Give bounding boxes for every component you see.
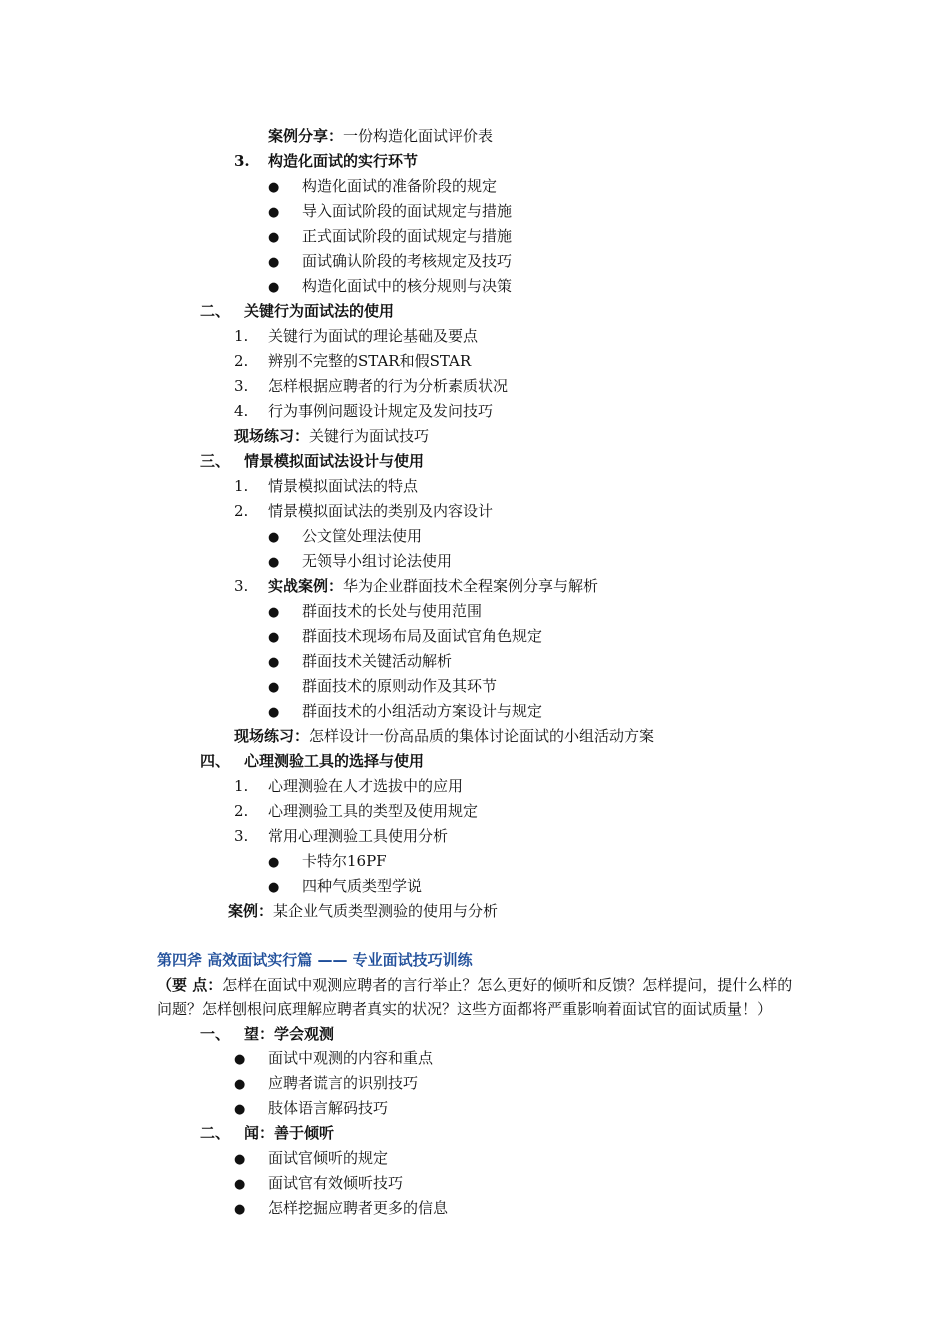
practice-2-line [234,726,654,746]
bullet-item [268,851,387,873]
bullet-icon: ● [268,655,280,670]
item-number: 1. [234,777,249,795]
section-2-number: 二、 [200,302,231,320]
bullet-item [268,251,512,273]
case-label: 案例： [228,902,274,920]
case-share-text: 一份构造化面试评价表 [343,127,494,145]
numbered-item [234,501,493,521]
bullet-icon: ● [234,1202,246,1217]
section-2-heading [200,301,394,321]
numbered-item [234,776,463,796]
key-points-label: （要 点： [157,976,223,994]
practice-text: 关键行为面试技巧 [309,427,430,445]
bullet-item [234,1048,433,1070]
bullet-text: 群面技术现场布局及面试官角色规定 [302,627,543,645]
numbered-item [234,826,448,846]
bullet-icon: ● [268,255,280,270]
bullet-text: 构造化面试中的核分规则与决策 [302,277,513,295]
bullet-text: 群面技术的原则动作及其环节 [302,677,498,695]
bullet-icon: ● [268,205,280,220]
numbered-item [234,801,478,821]
bullet-text: 肢体语言解码技巧 [268,1099,389,1117]
bullet-text: 导入面试阶段的面试规定与措施 [302,202,513,220]
practice-1-line [234,426,429,446]
section-title: 闻：善于倾听 [244,1124,335,1142]
bullet-text: 面试官有效倾听技巧 [268,1174,404,1192]
bullet-icon: ● [268,705,280,720]
bullet-item [268,526,422,548]
bullet-item [268,876,422,898]
bullet-icon: ● [268,680,280,695]
bullet-item [234,1073,418,1095]
bullet-text: 正式面试阶段的面试规定与措施 [302,227,513,245]
case-share-label: 案例分享： [268,127,344,145]
bullet-item [234,1148,388,1170]
item-text: 常用心理测验工具使用分析 [268,827,449,845]
bullet-text: 群面技术的长处与使用范围 [302,602,483,620]
section-title: 情景模拟面试法设计与使用 [244,452,425,470]
subsection-2-heading [200,1123,334,1143]
section-3-heading [234,151,418,171]
bullet-icon: ● [234,1077,246,1092]
bullet-icon: ● [268,180,280,195]
key-points-line-2: 问题？怎样刨根问底理解应聘者真实的状况？这些方面都将严重影响着面试官的面试质量！） [157,1000,773,1018]
bullet-item [268,601,482,623]
section-title: 心理测验工具的选择与使用 [244,752,425,770]
item-number: 1. [234,327,249,345]
case-label: 实战案例： [268,577,344,595]
item-number: 1. [234,477,249,495]
bullet-text: 四种气质类型学说 [302,877,423,895]
numbered-item [234,351,471,371]
numbered-item [234,326,478,346]
section-3-main-heading [200,451,424,471]
section-number: 一、 [200,1025,231,1043]
bullet-icon: ● [268,605,280,620]
item-number: 4. [234,402,249,420]
bullet-item [268,701,542,723]
bullet-icon: ● [234,1102,246,1117]
bullet-icon: ● [234,1152,246,1167]
bullet-text: 怎样挖掘应聘者更多的信息 [268,1199,449,1217]
item-text: 怎样根据应聘者的行为分析素质状况 [268,377,509,395]
case-4-line [228,901,498,921]
bullet-text: 公文筐处理法使用 [302,527,423,545]
item-text: 情景模拟面试法的特点 [268,477,419,495]
subsection-1-heading [200,1024,334,1044]
bullet-text: 群面技术的小组活动方案设计与规定 [302,702,543,720]
bullet-icon: ● [234,1052,246,1067]
bullet-item [268,226,512,248]
item-text: 心理测验在人才选拔中的应用 [268,777,464,795]
item-text: 情景模拟面试法的类别及内容设计 [268,502,494,520]
bullet-icon: ● [268,530,280,545]
bullet-icon: ● [268,880,280,895]
section-2-title: 关键行为面试法的使用 [244,302,395,320]
section-title: 望：学会观测 [244,1025,335,1043]
bullet-text: 群面技术关键活动解析 [302,652,453,670]
numbered-item [234,401,493,421]
bullet-icon: ● [268,230,280,245]
section-3-number: 3. [234,152,250,170]
practice-label: 现场练习： [234,427,310,445]
bullet-item [234,1098,388,1120]
bullet-item [268,176,497,198]
case-share-line [268,126,493,146]
numbered-item [234,476,418,496]
key-points-line-1 [157,975,792,995]
bullet-item [268,676,497,698]
item-text: 心理测验工具的类型及使用规定 [268,802,479,820]
bullet-item [234,1173,403,1195]
item-text: 行为事例问题设计规定及发问技巧 [268,402,494,420]
bullet-icon: ● [268,555,280,570]
case-text: 华为企业群面技术全程案例分享与解析 [343,577,599,595]
bullet-text: 构造化面试的准备阶段的规定 [302,177,498,195]
item-number: 3. [234,577,249,595]
bullet-icon: ● [268,280,280,295]
item-number: 3. [234,827,249,845]
item-text: 辨别不完整的STAR和假STAR [268,352,472,370]
bullet-icon: ● [268,630,280,645]
bullet-text: 面试官倾听的规定 [268,1149,389,1167]
item-text: 关键行为面试的理论基础及要点 [268,327,479,345]
section-3-title: 构造化面试的实行环节 [268,152,419,170]
item-number: 3. [234,377,249,395]
section-4-heading [200,751,424,771]
case-text: 某企业气质类型测验的使用与分析 [273,902,499,920]
chapter-title: 第四斧 高效面试实行篇 —— 专业面试技巧训练 [157,951,473,969]
bullet-item [268,276,512,298]
numbered-item [234,576,598,596]
bullet-item [268,551,452,573]
practice-label: 现场练习： [234,727,310,745]
numbered-item [234,376,508,396]
bullet-item [234,1198,448,1220]
bullet-text: 卡特尔16PF [302,852,387,870]
bullet-item [268,651,452,673]
item-number: 2. [234,502,249,520]
section-number: 二、 [200,1124,231,1142]
bullet-text: 应聘者谎言的识别技巧 [268,1074,419,1092]
bullet-item [268,201,512,223]
bullet-icon: ● [268,855,280,870]
bullet-text: 面试确认阶段的考核规定及技巧 [302,252,513,270]
bullet-text: 无领导小组讨论法使用 [302,552,453,570]
section-number: 三、 [200,452,231,470]
practice-text: 怎样设计一份高品质的集体讨论面试的小组活动方案 [309,727,655,745]
item-number: 2. [234,802,249,820]
bullet-icon: ● [234,1177,246,1192]
key-points-text: 怎样在面试中观测应聘者的言行举止？怎么更好的倾听和反馈？怎样提问，提什么样的 [222,976,793,994]
bullet-text: 面试中观测的内容和重点 [268,1049,434,1067]
section-number: 四、 [200,752,231,770]
item-number: 2. [234,352,249,370]
bullet-item [268,626,542,648]
